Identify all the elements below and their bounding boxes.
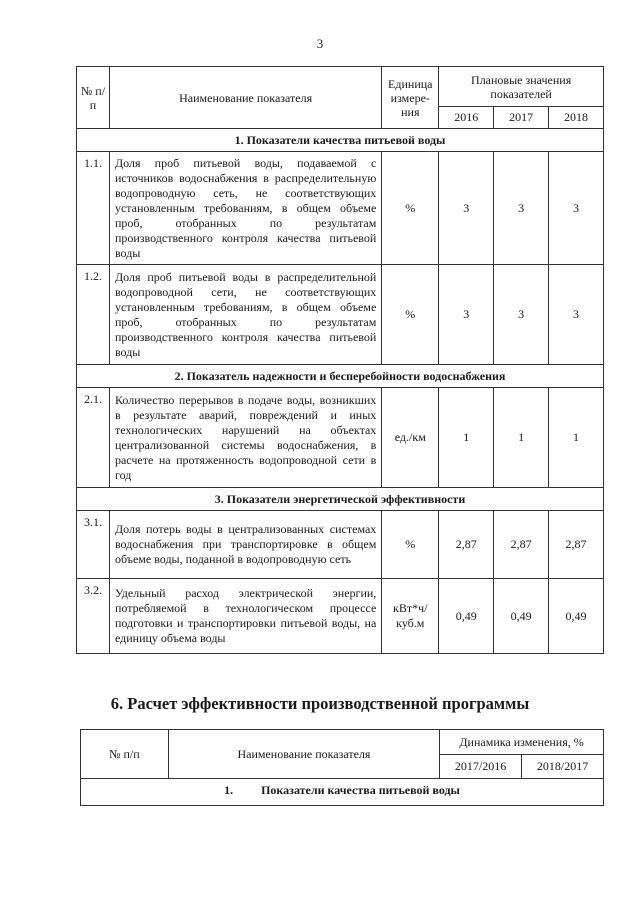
section-text: Показатели качества питьевой воды bbox=[261, 783, 460, 797]
section-6-title: 6. Расчет эффективности производственной программы bbox=[110, 694, 530, 713]
table-row bbox=[77, 579, 604, 654]
row-value-2018: 2,87 bbox=[549, 511, 604, 579]
row-value-2016: 3 bbox=[439, 265, 494, 365]
row-unit: % bbox=[382, 265, 439, 365]
header-dynamics: Динамика изменения, % bbox=[440, 730, 604, 755]
row-value-2017: 3 bbox=[494, 265, 549, 365]
page-number: 3 bbox=[316, 36, 324, 51]
row-num: 1.2. bbox=[77, 265, 110, 365]
header-name: Наименование показателя bbox=[109, 67, 381, 129]
efficiency-table bbox=[80, 729, 604, 806]
row-num: 3.2. bbox=[77, 579, 110, 654]
planned-indicators-table bbox=[76, 66, 604, 654]
row-value-2017: 1 bbox=[494, 388, 549, 488]
row-value-2018: 0,49 bbox=[549, 579, 604, 654]
table-row bbox=[77, 152, 604, 265]
table-row bbox=[77, 388, 604, 488]
row-unit: ед./км bbox=[382, 388, 439, 488]
row-value-2017: 3 bbox=[494, 152, 549, 265]
table-row bbox=[77, 265, 604, 365]
header-year-2017: 2017 bbox=[494, 107, 549, 129]
header-num: № п/п bbox=[81, 730, 169, 779]
row-value-2016: 2,87 bbox=[439, 511, 494, 579]
row-name: Количество перерывов в подаче воды, возникших в результате аварий, повреждений и иных технологических нарушений на объектах централизованной системы водоснабжения, в расчете на протяженность водопроводной сети в год bbox=[109, 388, 381, 488]
header-num: № п/п bbox=[77, 67, 110, 129]
row-value-2018: 1 bbox=[549, 388, 604, 488]
row-unit: кВт*ч/ куб.м bbox=[382, 579, 439, 654]
row-value-2016: 1 bbox=[439, 388, 494, 488]
section-2-title: 2. Показатель надежности и бесперебойности водоснабжения bbox=[77, 365, 604, 388]
header-period-2018-2017: 2018/2017 bbox=[522, 755, 604, 779]
row-value-2017: 2,87 bbox=[494, 511, 549, 579]
row-name: Доля проб питьевой воды, подаваемой с источников водоснабжения в распределительную водопроводную сеть, не соответствующих установленным требованиям, в общем объеме проб, отобранных по результатам производственного контроля качества питьевой воды bbox=[109, 152, 381, 265]
header-name: Наименование показателя bbox=[168, 730, 439, 779]
row-num: 1.1. bbox=[77, 152, 110, 265]
header-plan: Плановые значения показателей bbox=[439, 67, 604, 107]
row-name: Доля проб питьевой воды в распределительной водопроводной сети, не соответствующих установленным требованиям, в общем объеме проб, отобранных по результатам производственного контроля качества питьевой воды bbox=[109, 265, 381, 365]
row-num: 2.1. bbox=[77, 388, 110, 488]
row-value-2018: 3 bbox=[549, 265, 604, 365]
section-1-title: 1. Показатели качества питьевой воды bbox=[77, 129, 604, 152]
row-value-2016: 0,49 bbox=[439, 579, 494, 654]
row-value-2018: 3 bbox=[549, 152, 604, 265]
row-name: Доля потерь воды в централизованных системах водоснабжения при транспортировке в общем объеме воды, поданной в водопроводную сеть bbox=[109, 511, 381, 579]
header-unit: Единица измере-ния bbox=[382, 67, 439, 129]
section-3-title: 3. Показатели энергетической эффективности bbox=[77, 488, 604, 511]
row-value-2017: 0,49 bbox=[494, 579, 549, 654]
row-value-2016: 3 bbox=[439, 152, 494, 265]
table-row bbox=[77, 511, 604, 579]
header-period-2017-2016: 2017/2016 bbox=[440, 755, 522, 779]
table2-section-1-title bbox=[81, 779, 604, 806]
row-unit: % bbox=[382, 511, 439, 579]
section-number: 1. bbox=[224, 783, 234, 797]
row-unit: % bbox=[382, 152, 439, 265]
header-year-2018: 2018 bbox=[549, 107, 604, 129]
row-name: Удельный расход электрической энергии, потребляемой в технологическом процессе подготовки и транспортировки питьевой воды, на единицу объема воды bbox=[109, 579, 381, 654]
row-num: 3.1. bbox=[77, 511, 110, 579]
header-year-2016: 2016 bbox=[439, 107, 494, 129]
